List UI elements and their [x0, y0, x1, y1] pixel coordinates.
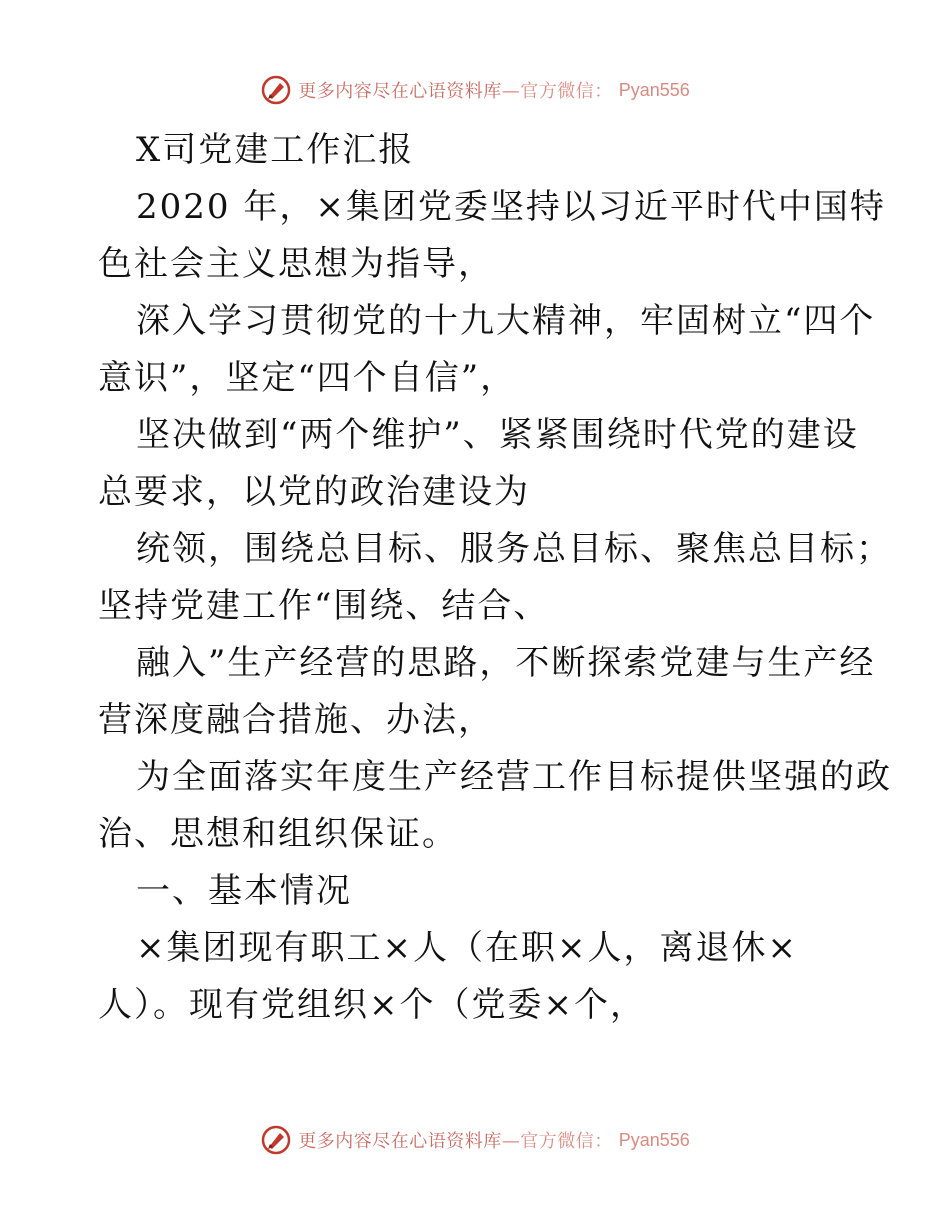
- watermark-text: 更多内容尽在心语资料库—官方微信：: [298, 1131, 613, 1152]
- pen-nib-logo-icon: [260, 1124, 292, 1156]
- text-line: 人）。现有党组织×个（党委×个，: [98, 985, 646, 1025]
- text-line: 为全面落实年度生产经营工作目标提供坚强的政: [136, 757, 892, 797]
- watermark-header: [0, 70, 950, 110]
- text-line: 总要求，以党的政治建设为: [98, 472, 530, 512]
- text-line: 一、基本情况: [136, 871, 352, 911]
- text-line: 色社会主义思想为指导，: [98, 244, 494, 284]
- text-line: 营深度融合措施、办法，: [98, 700, 494, 740]
- text-line: 统领，围绕总目标、服务总目标、聚焦总目标；: [136, 529, 892, 569]
- watermark-text: 更多内容尽在心语资料库—官方微信：: [298, 81, 613, 102]
- text-line: 2020 年，×集团党委坚持以习近平时代中国特: [136, 187, 886, 227]
- text-line: 坚决做到“两个维护”、紧紧围绕时代党的建设: [136, 415, 859, 455]
- text-line: 治、思想和组织保证。: [98, 814, 458, 854]
- document-body: [98, 122, 892, 1034]
- text-line: X司党建工作汇报: [136, 130, 415, 170]
- text-line: ×集团现有职工×人（在职×人，离退休×: [136, 928, 798, 968]
- pen-nib-logo-icon: [260, 74, 292, 106]
- text-line: 融入”生产经营的思路，不断探索党建与生产经: [136, 643, 876, 683]
- watermark-wechat-id: Pyan556: [618, 79, 690, 100]
- text-line: 深入学习贯彻党的十九大精神，牢固树立“四个: [136, 301, 876, 341]
- watermark-footer: [0, 1120, 950, 1160]
- text-line: 意识”，坚定“四个自信”，: [98, 358, 517, 398]
- text-line: 坚持党建工作“围绕、结合、: [98, 586, 550, 626]
- watermark-wechat-id: Pyan556: [618, 1129, 690, 1150]
